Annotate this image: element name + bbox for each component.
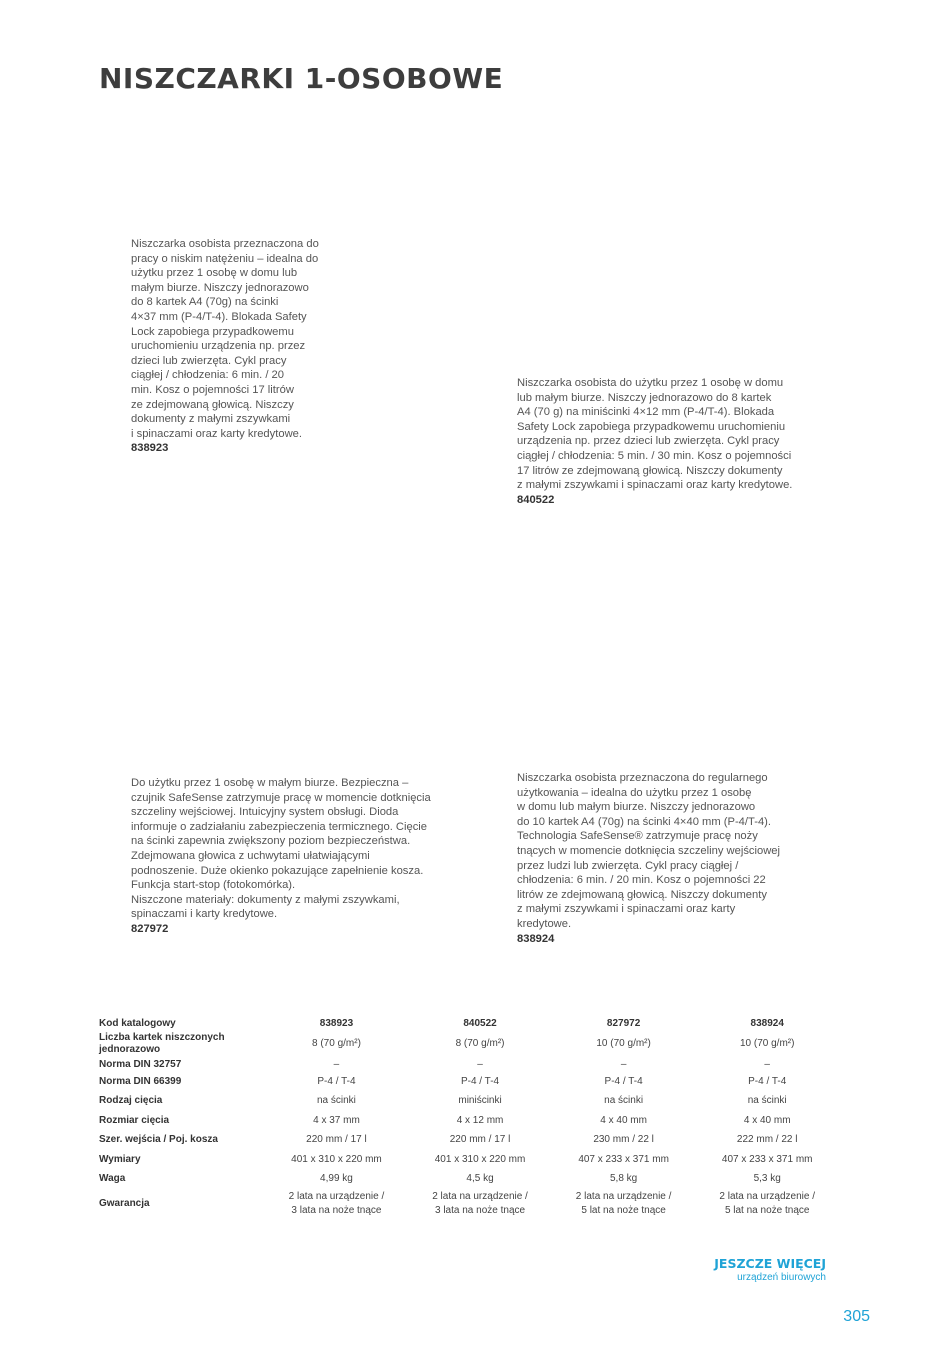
description-line: spinaczami i karty kredytowe. (131, 908, 278, 921)
page-number: 305 (843, 1308, 870, 1325)
product-description-840522 (517, 376, 802, 507)
table-header-row (99, 1016, 839, 1031)
table-cell: P-4 / T-4 (748, 1075, 787, 1087)
description-line: Niszczone materiały: dokumenty z małymi zszywkami, (131, 893, 400, 906)
row-label (99, 1057, 265, 1072)
description-line: Funkcja start-stop (fotokomórka). (131, 879, 296, 892)
description-line: kredytowe. (517, 917, 572, 930)
table-cell: 407 x 233 x 371 mm (578, 1153, 669, 1165)
specifications-table (99, 1016, 839, 1219)
table-cell: 5,8 kg (609, 1173, 638, 1185)
product-description-838924 (517, 771, 789, 946)
table-cell: – (620, 1058, 627, 1070)
column-code: 838924 (750, 1017, 784, 1029)
description-line: lub małym biurze. Niszczy jednorazowo do 8 kartek (517, 391, 772, 404)
table-cell: 4 x 37 mm (313, 1114, 360, 1126)
catalog-code: 838924 (517, 932, 555, 945)
table-cell-line: 3 lata na noże tnące (435, 1205, 526, 1216)
more-title: JESZCZE WIĘCEJ (714, 1256, 826, 1271)
description-line: i spinaczami oraz karty kredytowe. (131, 427, 302, 440)
row-label-line: Norma DIN 32757 (99, 1058, 182, 1070)
table-cell: 401 x 310 x 220 mm (291, 1153, 382, 1165)
description-line: informuje o zadziałaniu zabezpieczenia termicznego. Cięcie (131, 820, 428, 833)
description-line: Do użytku przez 1 osobę w małym biurze. Bezpieczna – (131, 777, 409, 789)
table-row (99, 1031, 839, 1057)
row-label (99, 1170, 265, 1190)
row-label (99, 1150, 265, 1170)
description-line: do 10 kartek A4 (70g) na ścinki 4×40 mm (P-4/T-4). (517, 815, 772, 828)
description-line: 17 litrów ze zdejmowaną głowicą. Niszczy dokumenty (517, 464, 783, 477)
table-cell: 4,5 kg (466, 1173, 494, 1185)
row-label (99, 1031, 265, 1057)
description-line: czujnik SafeSense zatrzymuje pracę w momencie dotknięcia (131, 791, 431, 804)
row-label-line: Rozmiar cięcia (99, 1114, 170, 1126)
description-line: Lock zapobiega przypadkowemu (131, 325, 294, 338)
table-cell-line: 3 lata na noże tnące (291, 1205, 382, 1216)
table-cell: 10 (70 g/m²) (739, 1038, 795, 1049)
table-row (99, 1057, 839, 1072)
table-cell: 230 mm / 22 l (593, 1134, 654, 1146)
description-line: urządzenia np. przez dzieci lub zwierzęta. Cykl pracy (517, 435, 780, 448)
description-line: w domu lub małym biurze. Niszczy jednorazowo (517, 801, 756, 814)
description-line: Niszczarka osobista przeznaczona do (131, 238, 319, 250)
row-label (99, 1092, 265, 1112)
table-cell: miniścinki (458, 1095, 502, 1107)
description-line: pracy o niskim natężeniu – idealna do (131, 252, 319, 265)
table-cell: 8 (70 g/m²) (455, 1038, 505, 1049)
table-row (99, 1111, 839, 1131)
table-cell-line: 5 lat na noże tnące (581, 1205, 666, 1216)
description-line: ciągłej / chłodzenia: 6 min. / 20 (131, 369, 284, 382)
catalog-code: 827972 (131, 922, 169, 935)
column-code: 840522 (463, 1017, 497, 1029)
table-cell: na ścinki (604, 1095, 644, 1107)
row-label-line: Gwarancja (99, 1198, 150, 1209)
table-cell-line: 2 lata na urządzenie / (719, 1191, 816, 1202)
description-line: tnących w momencie dotknięcia szczeliny wejściowej (517, 844, 781, 857)
table-cell: P-4 / T-4 (460, 1075, 500, 1087)
table-cell: na ścinki (317, 1095, 356, 1107)
table-cell: P-4 / T-4 (604, 1075, 643, 1087)
description-line: Niszczarka osobista przeznaczona do regularnego (517, 772, 768, 784)
row-label (99, 1072, 265, 1092)
description-line: z małymi zszywkami i spinaczami oraz karty (517, 903, 736, 916)
column-code: 838923 (319, 1017, 354, 1029)
table-cell: 220 mm / 17 l (449, 1134, 511, 1146)
table-cell: 4 x 12 mm (456, 1114, 504, 1126)
row-label (99, 1131, 265, 1151)
table-cell: 8 (70 g/m²) (312, 1038, 361, 1049)
more-subtitle: urządzeń biurowych (737, 1272, 826, 1283)
product-description-827972 (131, 776, 436, 937)
description-line: min. Kosz o pojemności 17 litrów (131, 383, 294, 396)
row-label-line: Rodzaj cięcia (99, 1095, 163, 1107)
description-line: Technologia SafeSense® zatrzymuje pracę noży (517, 830, 758, 843)
row-label (99, 1189, 265, 1219)
description-line: użytkowania – idealna do użytku przez 1 osobę (517, 786, 752, 799)
description-line: przez ludzi lub zwierzęta. Cykl pracy ciągłej / (517, 859, 739, 872)
description-line: A4 (70 g) na miniścinki 4×12 mm (P-4/T-4). Blokada (517, 406, 775, 419)
description-line: dzieci lub zwierzęta. Cykl pracy (131, 354, 287, 367)
description-line: ze zdejmowaną głowicą. Niszczy (131, 398, 294, 411)
description-line: Niszczarka osobista do użytku przez 1 osobę w domu (517, 377, 784, 389)
description-line: chłodzenia: 6 min. / 20 min. Kosz o pojemności 22 (517, 874, 766, 887)
page-title: NISZCZARKI 1-OSOBOWE (99, 62, 504, 95)
description-line: Zdejmowana głowica z uchwytami ułatwiającymi (131, 849, 370, 862)
table-cell-line: 5 lat na noże tnące (724, 1205, 810, 1216)
table-row (99, 1189, 839, 1219)
product-description-838923 (131, 237, 323, 456)
row-label-line: Norma DIN 66399 (99, 1075, 182, 1087)
table-cell: 4,99 kg (320, 1173, 353, 1185)
table-row (99, 1072, 839, 1092)
catalog-code: 838923 (131, 442, 169, 455)
table-row (99, 1150, 839, 1170)
table-cell-line: 2 lata na urządzenie / (575, 1191, 672, 1202)
description-line: dokumenty z małymi zszywkami (131, 413, 291, 426)
row-label-line: jednorazowo (99, 1044, 161, 1055)
table-cell (265, 1189, 409, 1219)
description-line: ciągłej / chłodzenia: 5 min. / 30 min. Kosz o pojemności (517, 449, 792, 462)
row-label-line: Wymiary (99, 1153, 141, 1165)
table-cell (552, 1189, 696, 1219)
catalog-code: 840522 (517, 493, 555, 506)
row-label-line: Liczba kartek niszczonych (99, 1032, 225, 1043)
more-devices-link[interactable] (714, 1256, 826, 1283)
row-label: Kod katalogowy (99, 1017, 176, 1029)
description-line: 4×37 mm (P-4/T-4). Blokada Safety (131, 310, 307, 323)
description-line: na ścinki zapewnia zwiększony poziom bezpieczeństwa. (131, 835, 411, 848)
table-cell: – (477, 1058, 483, 1070)
description-line: z małymi zszywkami i spinaczami oraz karty kredytowe. (517, 479, 793, 492)
table-row (99, 1170, 839, 1190)
table-cell: 401 x 310 x 220 mm (434, 1153, 526, 1165)
table-cell-line: 2 lata na urządzenie / (432, 1191, 528, 1202)
description-line: użytku przez 1 osobę w domu lub (131, 267, 298, 280)
column-code: 827972 (606, 1017, 641, 1029)
description-line: do 8 kartek A4 (70g) na ścinki (131, 296, 279, 309)
row-label-line: Waga (99, 1173, 126, 1185)
table-cell: 10 (70 g/m²) (596, 1038, 651, 1049)
table-row (99, 1092, 839, 1112)
description-line: podnoszenie. Duże okienko pokazujące zapełnienie kosza. (131, 864, 424, 877)
description-line: szczeliny wejściowej. Intuicyjny system obsługi. Dioda (131, 806, 399, 819)
table-cell: 4 x 40 mm (600, 1114, 647, 1126)
table-cell: – (764, 1058, 770, 1070)
table-cell-line: 2 lata na urządzenie / (288, 1191, 385, 1202)
description-line: uruchomieniu urządzenia np. przez (131, 340, 306, 353)
description-line: litrów ze zdejmowaną głowicą. Niszczy dokumenty (517, 888, 767, 901)
table-cell: 222 mm / 22 l (736, 1134, 798, 1146)
table-cell: 220 mm / 17 l (306, 1134, 367, 1146)
table-cell: – (333, 1058, 340, 1070)
table-row (99, 1131, 839, 1151)
table-cell (408, 1189, 552, 1219)
table-cell: P-4 / T-4 (317, 1075, 356, 1087)
description-line: małym biurze. Niszczy jednorazowo (131, 281, 309, 294)
table-cell: 5,3 kg (753, 1173, 781, 1185)
table-cell: 407 x 233 x 371 mm (721, 1153, 813, 1165)
row-label (99, 1111, 265, 1131)
table-cell: na ścinki (747, 1095, 787, 1107)
table-cell (695, 1189, 839, 1219)
row-label-line: Szer. wejścia / Poj. kosza (99, 1134, 218, 1146)
description-line: Safety Lock zapobiega przypadkowemu uruchomieniu (517, 420, 786, 433)
table-cell: 4 x 40 mm (743, 1114, 791, 1126)
